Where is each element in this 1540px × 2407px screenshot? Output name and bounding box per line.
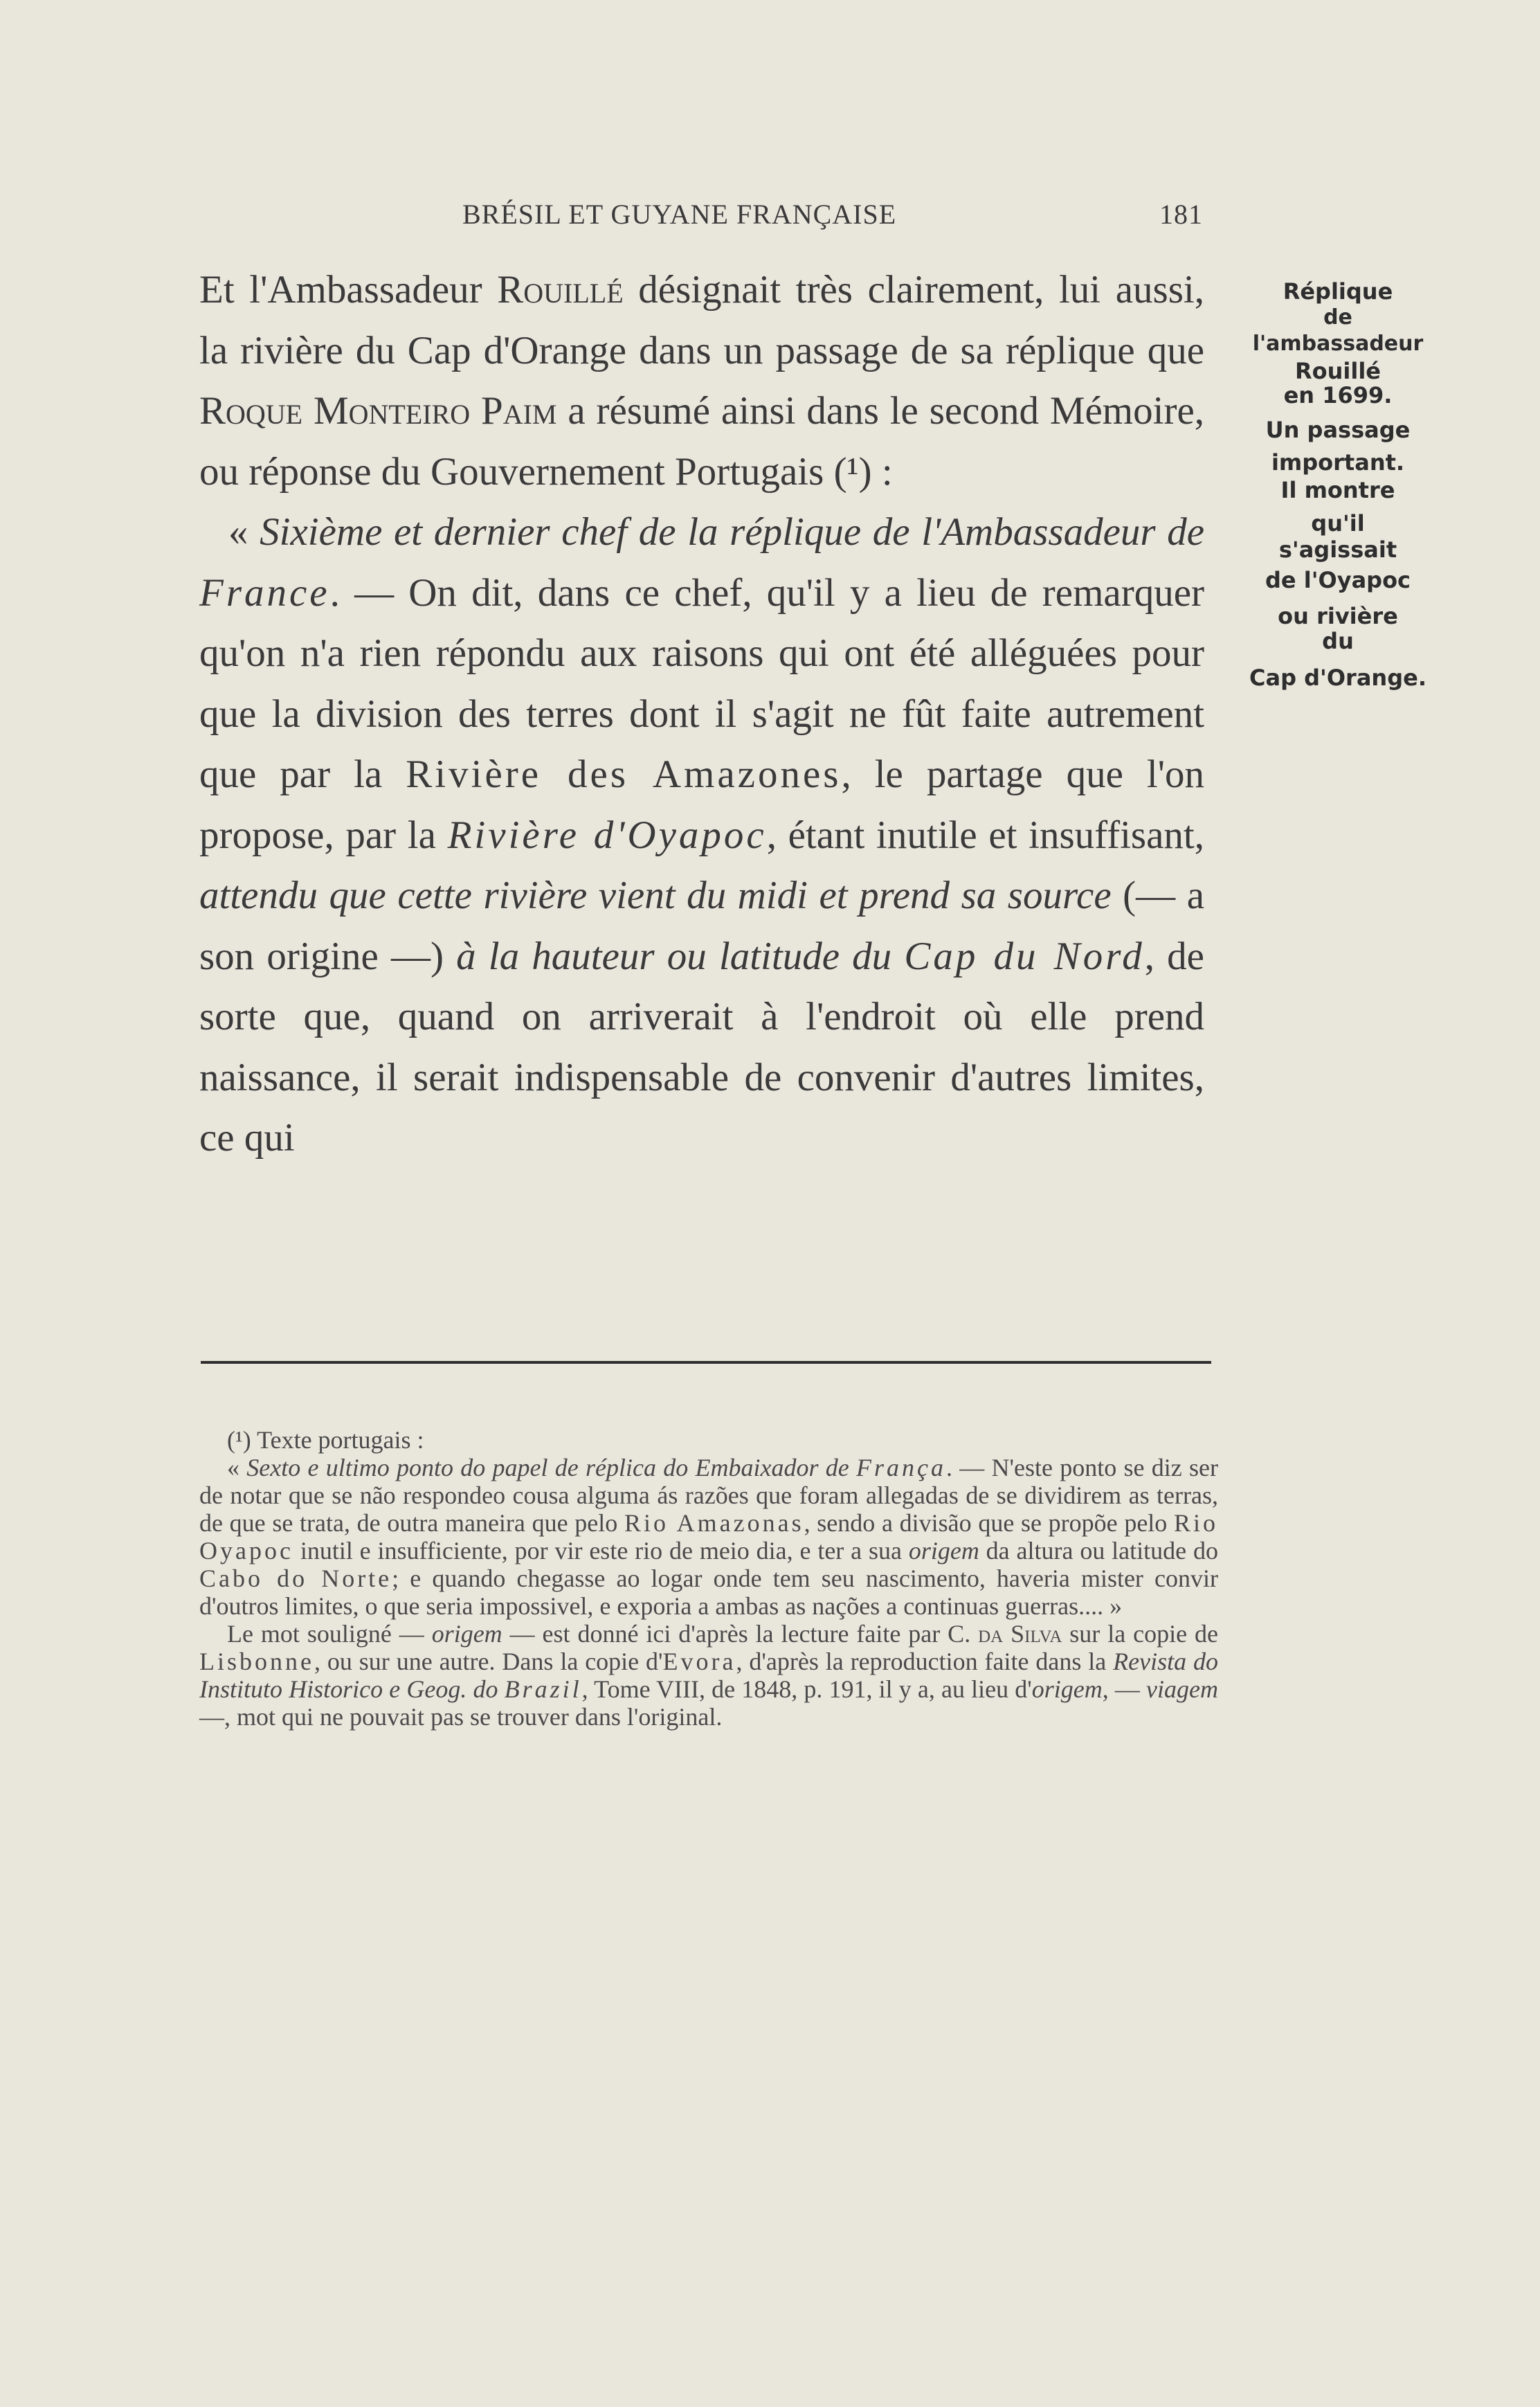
margin-note-line: important.: [1271, 449, 1405, 476]
margin-note-line: de l'Oyapoc: [1265, 567, 1411, 593]
footnote-portuguese-text: « Sexto e ultimo ponto do papel de réplica do Embaixador de França. — N'este ponto se diz ser de notar que se não respondeo cousa alguma ás razões que foram allegadas de se dividirem as terras, de que se trata, de outra maneira que pelo Rio Amazonas, sendo a divisão que se propõe pelo Rio Oyapoc inutil e insufficiente, por vir este rio de meio dia, e ter a sua origem da altura ou latitude do Cabo do Norte; e quando chegasse ao logar onde tem seu nascimento, haveria mister convir d'outros limites, o que seria impossivel, e exporia a ambas as nações a continuas guerras.... »: [199, 1454, 1219, 1620]
margin-note-line: Cap d'Orange.: [1249, 665, 1426, 691]
margin-note-line: ou rivière: [1278, 603, 1398, 629]
paragraph-1: Et l'Ambassadeur Rouillé désignait très clairement, lui aussi, la rivière du Cap d'Orange dans un passage de sa réplique que Roque Monteiro Paim a résumé ainsi dans le second Mémoire, ou réponse du Gouvernement Portugais (¹) :: [199, 268, 1205, 494]
footnotes: [199, 1426, 1218, 1731]
margin-note-line: de: [1323, 305, 1352, 330]
margin-note-line: du: [1322, 628, 1354, 654]
name-rouille: Rouillé: [497, 268, 624, 312]
margin-note-line: s'agissait: [1278, 537, 1397, 563]
margin-notes: [1227, 276, 1449, 694]
paragraph-2-quotation: « Sixième et dernier chef de la réplique de l'Ambassadeur de France. — On dit, dans ce chef, qu'il y a lieu de remarquer qu'on n'a rien répondu aux raisons qui ont été alléguées pour que la division des terres dont il s'agit ne fût faite autrement que par la Rivière des Amazones, le partage que l'on propose, par la Rivière d'Oyapoc, étant inutile et insuffisant, attendu que cette rivière vient du midi et prend sa source (— a son origine —) à la hauteur ou latitude du Cap du Nord, de sorte que, quand on arriverait à l'endroit où elle prend naissance, il serait indispensable de convenir d'autres limites, ce qui: [199, 510, 1204, 1160]
margin-note-line: Un passage: [1265, 417, 1411, 443]
margin-note-line: l'ambassadeur: [1252, 332, 1424, 356]
margin-note-line: Rouillé: [1294, 358, 1381, 384]
footnote-commentary: Le mot souligné — origem — est donné ici d'après la lecture faite par C. da Silva sur la copie de Lisbonne, ou sur une autre. Dans la copie d'Evora, d'après la reproduction faite dans la Revista do Instituto Historico e Geog. do Brazil, Tome VIII, de 1848, p. 191, il y a, au lieu d'origem, — viagem —, mot qui ne pouvait pas se trouver dans l'original.: [199, 1620, 1219, 1731]
margin-note-line: Il montre: [1280, 477, 1395, 503]
footnote-label: (¹) Texte portugais :: [227, 1426, 424, 1454]
main-text: [199, 260, 1204, 1169]
margin-note-line: en 1699.: [1283, 382, 1393, 408]
name-roque-monteiro-paim: Roque Monteiro Paim: [199, 389, 557, 433]
margin-note-line: qu'il: [1311, 510, 1365, 537]
page-number: 181: [1159, 199, 1203, 230]
footnote-divider: [201, 1361, 1211, 1364]
running-header: [199, 198, 1203, 240]
margin-note-line: Réplique: [1283, 278, 1393, 305]
running-title: BRÉSIL ET GUYANE FRANÇAISE: [462, 199, 897, 230]
